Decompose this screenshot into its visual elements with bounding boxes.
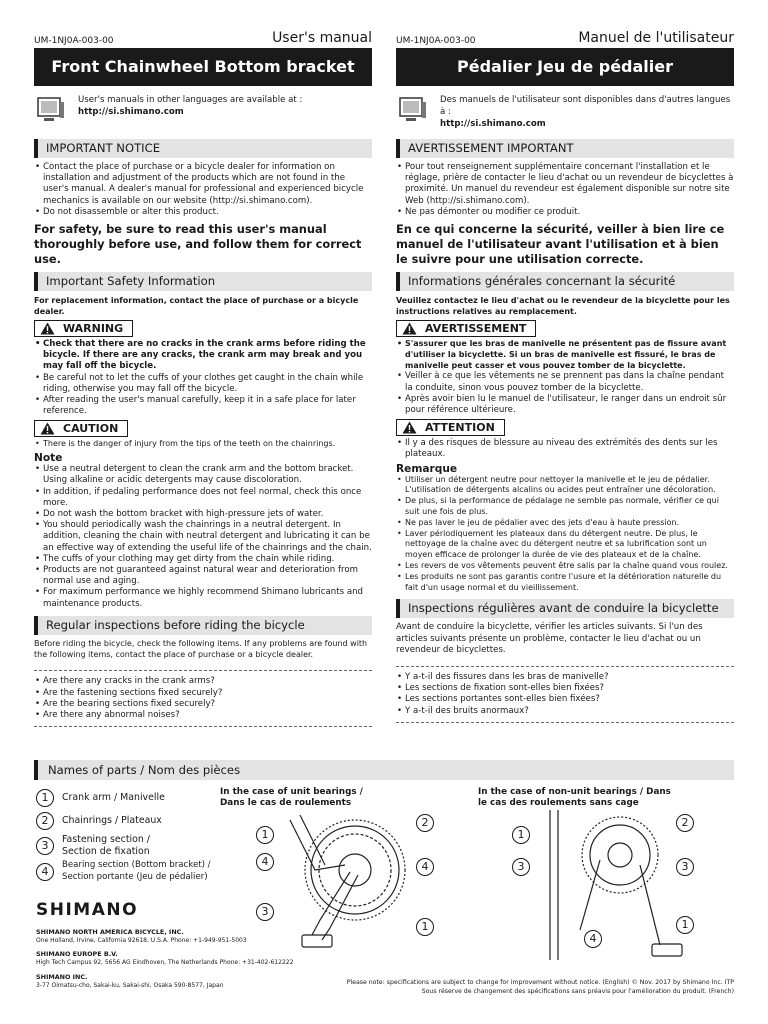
office-entry: [36, 928, 247, 945]
part-item: [36, 834, 156, 857]
header: [34, 26, 372, 46]
safety-paragraph: En ce qui concerne la sécurité, veiller à bien lire ce manuel de l'utilisateur avant l'utilisation et à bien le suivre pour une utilisation correcte.: [396, 222, 725, 267]
safety-info-heading: Important Safety Information: [34, 272, 372, 291]
footer-note-french: Sous réserve de changement des spécifications sans préavis pour l'amélioration du produit. (French): [421, 988, 734, 995]
header: [396, 26, 734, 46]
list-item: • Utiliser un détergent neutre pour nettoyer la manivelle et le jeu de pédalier. L'utilisation de détergents alcalins ou acides peut entraîner une décoloration.: [396, 475, 734, 497]
inspections-heading: Regular inspections before riding the bicycle: [34, 616, 372, 635]
office-entry: [36, 950, 293, 967]
part-label: Crank arm / Manivelle: [62, 792, 165, 804]
list-item: • Do not wash the bottom bracket with high-pressure jets of water.: [34, 509, 372, 520]
list-item: • The cuffs of your clothing may get dirty from the chain while riding.: [34, 554, 372, 565]
list-item: • Products are not guaranteed against natural wear and deterioration from normal use and aging.: [34, 565, 372, 587]
nonunit-bearings-caption: In the case of non-unit bearings / Dans le cas des roulements sans cage: [478, 787, 671, 808]
list-item: • De plus, si la performance de pédalage ne semble pas normale, vérifier ce qui suit une fois de plus.: [396, 496, 734, 518]
warning-bold-list: [396, 339, 734, 371]
office-address: High Tech Campus 92, 5656 AG Eindhoven, The Netherlands Phone: +31-402-612222: [36, 959, 294, 966]
list-item: • Pour tout renseignement supplémentaire concernant l'installation et le réglage, prière de contacter le lieu d'achat ou un revendeur de bicyclettes à proximité. Un manuel du revendeur est également disponible sur notre site Web (http://si.shimano.com).: [396, 162, 734, 207]
replacement-text: For replacement information, contact the place of purchase or a bicycle dealer.: [34, 296, 359, 317]
list-item: • Ne pas laver le jeu de pédalier avec des jets d'eau à haute pression.: [396, 518, 734, 529]
list-item: • Les sections de fixation sont-elles bien fixées?: [396, 683, 734, 694]
callout-2: 2: [416, 814, 434, 832]
warning-text: AVERTISSEMENT: [425, 322, 527, 336]
languages-note: [34, 94, 372, 134]
list-item: • After reading the user's manual carefully, keep it in a safe place for later reference.: [34, 395, 372, 417]
list-item: • Are there any cracks in the crank arms?: [34, 676, 372, 687]
caution-list: [396, 438, 734, 460]
warning-bold-list: [34, 339, 372, 373]
list-item: • Use a neutral detergent to clean the crank arm and the bottom bracket. Using alkaline or acidic detergents may cause discoloration.: [34, 464, 372, 486]
list-item: • Ne pas démonter ou modifier ce produit.: [396, 207, 734, 218]
list-item: • There is the danger of injury from the tips of the teeth on the chainrings.: [34, 439, 372, 450]
list-item: • Do not disassemble or alter this product.: [34, 207, 372, 218]
list-item: • Il y a des risques de blessure au niveau des extrémités des dents sur les plateaux.: [396, 438, 734, 460]
support-link[interactable]: http://si.shimano.com: [78, 107, 184, 117]
list-item: • Les produits ne sont pas garantis contre l'usure et la détérioration naturelle du fait d'un usage normal et du vieillissement.: [396, 572, 734, 594]
caution-text: ATTENTION: [425, 421, 495, 435]
safety-paragraph: For safety, be sure to read this user's manual thoroughly before use, and follow them for correct use.: [34, 222, 362, 267]
part-item: [36, 789, 165, 807]
parts-heading: Names of parts / Nom des pièces: [34, 760, 734, 780]
caution-list: [34, 439, 372, 450]
doc-id: UM-1NJ0A-003-00: [34, 36, 114, 46]
callout-4: 4: [416, 858, 434, 876]
check-list-box: [34, 670, 372, 727]
warning-triangle-icon: [402, 322, 417, 335]
list-item: • Veiller à ce que les vêtements ne se prennent pas dans la chaîne pendant la conduite, sinon vous pouvez tomber de la bicyclette.: [396, 371, 734, 393]
part-label: Chainrings / Plateaux: [62, 815, 162, 827]
footer-note-english: Please note: specifications are subject to change for improvement without notice. (English) © Nov. 2017 by Shimano Inc. ITP: [346, 979, 734, 986]
notice-list: [396, 162, 734, 218]
list-item: • Are the fastening sections fixed securely?: [34, 688, 372, 699]
part-item: [36, 812, 162, 830]
notice-list: [34, 162, 372, 218]
callout-4: 4: [584, 930, 602, 948]
warning-list: [396, 371, 734, 416]
inspections-heading: Inspections régulières avant de conduire la bicyclette: [396, 599, 734, 618]
note-heading: Remarque: [396, 462, 458, 475]
office-address: 3-77 Oimatsu-cho, Sakai-ku, Sakai-shi, Osaka 590-8577, Japan: [36, 982, 224, 989]
list-item: • Are the bearing sections fixed securely?: [34, 699, 372, 710]
note-heading: Note: [34, 452, 63, 465]
part-item: [36, 860, 216, 883]
caution-label: [396, 419, 505, 436]
replacement-text: Veuillez contactez le lieu d'achat ou le revendeur de la bicyclette pour les instructions relatives au remplacement.: [396, 296, 730, 317]
warning-list: [34, 373, 372, 418]
caution-label: [34, 420, 128, 437]
list-item: • Les revers de vos vêtements peuvent être salis par la chaîne quand vous roulez.: [396, 561, 734, 572]
warning-label: [396, 320, 536, 337]
languages-note: [396, 94, 734, 134]
list-item: • Laver périodiquement les plateaux dans du détergent neutre. De plus, le nettoyage de la chaîne avec du détergent neutre et sa lubrification sont un moyen efficace de prolonger la durée de vie des plateaux et de la chaîne.: [396, 529, 734, 561]
note-list: [396, 475, 734, 594]
languages-text: Des manuels de l'utilisateur sont disponibles dans d'autres langues à :: [440, 95, 731, 117]
caution-triangle-icon: [402, 421, 417, 434]
caution-text: CAUTION: [63, 422, 119, 436]
list-item: • S'assurer que les bras de manivelle ne présentent pas de fissure avant d'utiliser la bicyclette. Si un bras de manivelle est fissuré, le bras de manivelle peut casser et vous pouvez tomber de la bicyclette.: [396, 339, 734, 371]
list-item: • In addition, if pedaling performance does not feel normal, check this once more.: [34, 487, 372, 509]
page-title: Front Chainwheel Bottom bracket: [34, 48, 372, 86]
monitor-icon: [36, 96, 66, 124]
safety-info-heading: Informations générales concernant la sécurité: [396, 272, 734, 291]
support-link[interactable]: http://si.shimano.com: [440, 119, 546, 129]
callout-1: 1: [512, 826, 530, 844]
list-item: • Check that there are no cracks in the crank arms before riding the bicycle. If there are any cracks, the crank arm may break and you may fall off the bicycle.: [34, 339, 372, 373]
list-item: • Y a-t-il des fissures dans les bras de manivelle?: [396, 672, 734, 683]
manual-label: User's manual: [272, 30, 372, 46]
callout-2: 2: [676, 814, 694, 832]
french-column: [396, 26, 734, 723]
part-label: Bearing section (Bottom bracket) / Section portante (Jeu de pédalier): [62, 860, 211, 882]
part-number: 3: [36, 837, 54, 855]
english-column: [34, 26, 372, 727]
warning-text: WARNING: [63, 322, 124, 336]
unit-bearings-caption: In the case of unit bearings / Dans le cas de roulements: [220, 787, 363, 808]
list-item: • Are there any abnormal noises?: [34, 710, 372, 721]
callout-1: 1: [416, 918, 434, 936]
list-item: • For maximum performance we highly recommend Shimano lubricants and maintenance products.: [34, 587, 372, 609]
callout-3: 3: [676, 858, 694, 876]
callout-4: 4: [256, 853, 274, 871]
caution-triangle-icon: [40, 422, 55, 435]
part-number: 1: [36, 789, 54, 807]
office-name: SHIMANO INC.: [36, 973, 88, 981]
important-notice-heading: AVERTISSEMENT IMPORTANT: [396, 139, 734, 158]
callout-3: 3: [512, 858, 530, 876]
inspections-text: Avant de conduire la bicyclette, vérifier les articles suivants. Si l'un des articles suivants présente un problème, contacter le lieu d'achat ou un revendeur de bicyclettes.: [396, 622, 703, 655]
callout-3: 3: [256, 903, 274, 921]
check-list-box: [396, 666, 734, 723]
monitor-icon: [398, 96, 428, 124]
list-item: • Les sections portantes sont-elles bien fixées?: [396, 694, 734, 705]
doc-id: UM-1NJ0A-003-00: [396, 36, 476, 46]
office-address: One Holland, Irvine, California 92618, U.S.A. Phone: +1-949-951-5003: [36, 937, 247, 944]
note-list: [34, 464, 372, 610]
callout-1: 1: [256, 826, 274, 844]
important-notice-heading: IMPORTANT NOTICE: [34, 139, 372, 158]
part-number: 4: [36, 863, 54, 881]
nonunit-bearings-diagram: [520, 810, 700, 970]
warning-triangle-icon: [40, 322, 55, 335]
list-item: • Y a-t-il des bruits anormaux?: [396, 706, 734, 717]
office-name: SHIMANO NORTH AMERICA BICYCLE, INC.: [36, 928, 184, 936]
office-name: SHIMANO EUROPE B.V.: [36, 950, 118, 958]
office-entry: [36, 973, 223, 990]
inspections-text: Before riding the bicycle, check the following items. If any problems are found with the following items, contact the place of purchase or a bicycle dealer.: [34, 638, 368, 659]
part-label: Fastening section / Section de fixation: [62, 834, 150, 857]
languages-text: User's manuals in other languages are available at :: [78, 95, 303, 105]
callout-1: 1: [676, 916, 694, 934]
part-number: 2: [36, 812, 54, 830]
manual-label: Manuel de l'utilisateur: [578, 30, 734, 46]
list-item: • Be careful not to let the cuffs of your clothes get caught in the chain while riding, otherwise you may fall off the bicycle.: [34, 373, 372, 395]
warning-label: [34, 320, 133, 337]
list-item: • Contact the place of purchase or a bicycle dealer for information on installation and adjustment of the products which are not found in the user's manual. A dealer's manual for professional and experienced bicycle mechanics is available on our website (http://si.shimano.com).: [34, 162, 372, 207]
list-item: • You should periodically wash the chainrings in a neutral detergent. In addition, cleaning the chain with neutral detergent and lubricating it can be an effective way of extending the useful life of the chainrings and the chain.: [34, 520, 372, 554]
shimano-logo: SHIMANO: [36, 900, 139, 920]
list-item: • Après avoir bien lu le manuel de l'utilisateur, le ranger dans un endroit sûr pour référence ultérieure.: [396, 394, 734, 416]
page-title: Pédalier Jeu de pédalier: [396, 48, 734, 86]
